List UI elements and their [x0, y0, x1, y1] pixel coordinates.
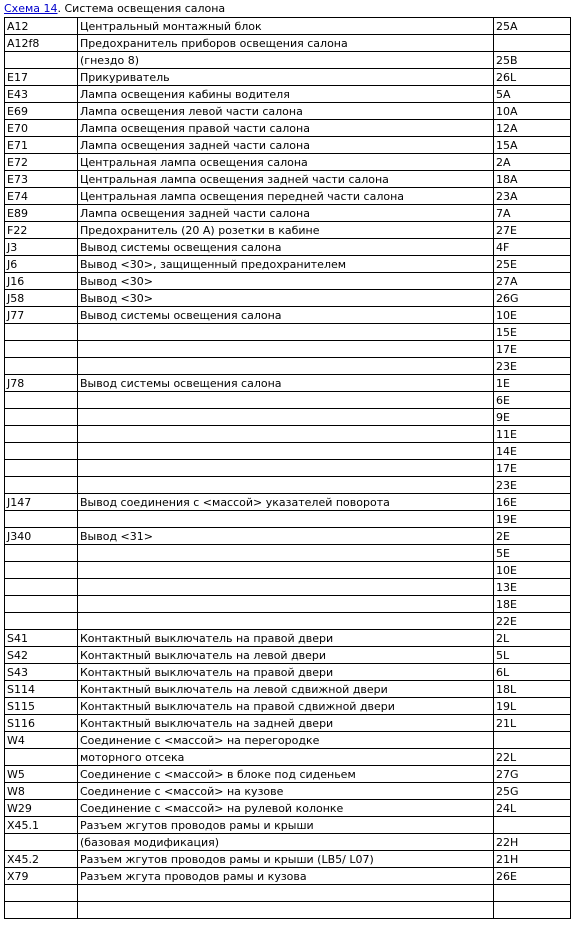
connector-pin: 2E: [494, 528, 571, 545]
component-description: [78, 613, 494, 630]
component-code: E70: [5, 120, 78, 137]
component-code: [5, 324, 78, 341]
connector-pin: 22L: [494, 749, 571, 766]
component-description: Разъем жгутов проводов рамы и крыши: [78, 817, 494, 834]
connector-pin: 10E: [494, 562, 571, 579]
table-row: [5, 766, 571, 783]
connector-pin: 5A: [494, 86, 571, 103]
connector-pin: 25A: [494, 18, 571, 35]
table-row: [5, 443, 571, 460]
component-description: Контактный выключатель на левой двери: [78, 647, 494, 664]
connector-pin: 1E: [494, 375, 571, 392]
component-description: [78, 426, 494, 443]
connector-pin: 27G: [494, 766, 571, 783]
component-description: Центральная лампа освещения задней части салона: [78, 171, 494, 188]
table-row: [5, 664, 571, 681]
component-code: A12: [5, 18, 78, 35]
component-description: Центральная лампа освещения передней части салона: [78, 188, 494, 205]
component-code: [5, 902, 78, 919]
table-row: [5, 188, 571, 205]
table-row: [5, 715, 571, 732]
component-code: J147: [5, 494, 78, 511]
component-code: S42: [5, 647, 78, 664]
component-code: J58: [5, 290, 78, 307]
component-code: [5, 545, 78, 562]
component-code: E74: [5, 188, 78, 205]
connector-pin: 11E: [494, 426, 571, 443]
table-row: [5, 103, 571, 120]
table-row: [5, 783, 571, 800]
component-description: [78, 477, 494, 494]
table-row: [5, 52, 571, 69]
connector-pin: 5E: [494, 545, 571, 562]
component-code: S116: [5, 715, 78, 732]
connector-pin: 13E: [494, 579, 571, 596]
component-description: моторного отсека: [78, 749, 494, 766]
component-code: [5, 613, 78, 630]
table-row: [5, 69, 571, 86]
connector-pin: 10E: [494, 307, 571, 324]
component-description: Соединение с <массой> на кузове: [78, 783, 494, 800]
components-table: [4, 17, 571, 919]
connector-pin: 15A: [494, 137, 571, 154]
connector-pin: [494, 732, 571, 749]
table-row: [5, 137, 571, 154]
component-description: (гнездо 8): [78, 52, 494, 69]
component-code: [5, 749, 78, 766]
connector-pin: 15E: [494, 324, 571, 341]
component-description: Контактный выключатель на правой двери: [78, 664, 494, 681]
component-code: X45.1: [5, 817, 78, 834]
table-row: [5, 902, 571, 919]
component-description: [78, 511, 494, 528]
component-description: Лампа освещения кабины водителя: [78, 86, 494, 103]
connector-pin: 27E: [494, 222, 571, 239]
component-description: [78, 341, 494, 358]
table-row: [5, 358, 571, 375]
connector-pin: 25E: [494, 256, 571, 273]
component-description: Центральная лампа освещения салона: [78, 154, 494, 171]
component-code: A12f8: [5, 35, 78, 52]
table-row: [5, 273, 571, 290]
component-description: Вывод <30>: [78, 273, 494, 290]
table-row: [5, 613, 571, 630]
connector-pin: 7A: [494, 205, 571, 222]
component-code: E17: [5, 69, 78, 86]
component-description: Вывод системы освещения салона: [78, 307, 494, 324]
table-row: [5, 18, 571, 35]
component-description: Лампа освещения задней части салона: [78, 137, 494, 154]
table-row: [5, 426, 571, 443]
component-code: [5, 52, 78, 69]
component-description: Прикуриватель: [78, 69, 494, 86]
table-row: [5, 307, 571, 324]
component-code: [5, 460, 78, 477]
connector-pin: 6E: [494, 392, 571, 409]
table-row: [5, 154, 571, 171]
component-code: E73: [5, 171, 78, 188]
component-description: Вывод соединения с <массой> указателей поворота: [78, 494, 494, 511]
connector-pin: 23E: [494, 358, 571, 375]
connector-pin: 17E: [494, 460, 571, 477]
component-description: Вывод системы освещения салона: [78, 375, 494, 392]
component-description: [78, 562, 494, 579]
component-code: E43: [5, 86, 78, 103]
table-row: [5, 375, 571, 392]
component-code: S115: [5, 698, 78, 715]
table-row: [5, 596, 571, 613]
component-code: E69: [5, 103, 78, 120]
connector-pin: [494, 35, 571, 52]
table-row: [5, 171, 571, 188]
component-code: [5, 426, 78, 443]
connector-pin: 4F: [494, 239, 571, 256]
component-code: S43: [5, 664, 78, 681]
table-row: [5, 35, 571, 52]
connector-pin: 21L: [494, 715, 571, 732]
component-description: Предохранитель (20 А) розетки в кабине: [78, 222, 494, 239]
schema-title: . Система освещения салона: [57, 2, 226, 15]
component-description: Вывод <31>: [78, 528, 494, 545]
table-row: [5, 86, 571, 103]
component-code: W4: [5, 732, 78, 749]
component-code: J78: [5, 375, 78, 392]
component-code: E71: [5, 137, 78, 154]
component-code: [5, 596, 78, 613]
component-code: E72: [5, 154, 78, 171]
connector-pin: [494, 885, 571, 902]
table-row: [5, 545, 571, 562]
component-description: Разъем жгута проводов рамы и кузова: [78, 868, 494, 885]
connector-pin: 19E: [494, 511, 571, 528]
table-row: [5, 885, 571, 902]
connector-pin: 26E: [494, 868, 571, 885]
component-description: [78, 392, 494, 409]
schema-link[interactable]: Схема 14: [4, 2, 58, 15]
component-code: [5, 834, 78, 851]
connector-pin: 25B: [494, 52, 571, 69]
component-description: Лампа освещения левой части салона: [78, 103, 494, 120]
component-code: [5, 358, 78, 375]
connector-pin: 2A: [494, 154, 571, 171]
table-row: [5, 120, 571, 137]
connector-pin: 12A: [494, 120, 571, 137]
connector-pin: 26G: [494, 290, 571, 307]
component-description: Вывод <30>: [78, 290, 494, 307]
table-row: [5, 732, 571, 749]
component-description: Предохранитель приборов освещения салона: [78, 35, 494, 52]
table-row: [5, 647, 571, 664]
connector-pin: 6L: [494, 664, 571, 681]
component-code: [5, 579, 78, 596]
table-row: [5, 341, 571, 358]
component-description: [78, 358, 494, 375]
connector-pin: 5L: [494, 647, 571, 664]
component-description: (базовая модификация): [78, 834, 494, 851]
table-row: [5, 324, 571, 341]
table-row: [5, 290, 571, 307]
component-code: [5, 443, 78, 460]
connector-pin: 23A: [494, 188, 571, 205]
component-description: Соединение с <массой> в блоке под сиденьем: [78, 766, 494, 783]
connector-pin: 25G: [494, 783, 571, 800]
table-row: [5, 749, 571, 766]
component-description: Вывод системы освещения салона: [78, 239, 494, 256]
component-description: Вывод <30>, защищенный предохранителем: [78, 256, 494, 273]
component-code: J3: [5, 239, 78, 256]
table-row: [5, 868, 571, 885]
table-row: [5, 630, 571, 647]
component-description: [78, 596, 494, 613]
table-row: [5, 409, 571, 426]
connector-pin: 2L: [494, 630, 571, 647]
connector-pin: [494, 817, 571, 834]
component-code: W5: [5, 766, 78, 783]
component-code: S41: [5, 630, 78, 647]
connector-pin: [494, 902, 571, 919]
connector-pin: 22H: [494, 834, 571, 851]
table-row: [5, 834, 571, 851]
component-code: [5, 885, 78, 902]
component-code: X79: [5, 868, 78, 885]
table-row: [5, 239, 571, 256]
table-row: [5, 460, 571, 477]
component-code: W29: [5, 800, 78, 817]
table-row: [5, 494, 571, 511]
table-row: [5, 817, 571, 834]
component-description: [78, 409, 494, 426]
table-row: [5, 222, 571, 239]
component-description: [78, 902, 494, 919]
connector-pin: 18A: [494, 171, 571, 188]
table-row: [5, 256, 571, 273]
component-description: [78, 443, 494, 460]
table-row: [5, 392, 571, 409]
component-code: F22: [5, 222, 78, 239]
component-code: J340: [5, 528, 78, 545]
connector-pin: 9E: [494, 409, 571, 426]
connector-pin: 21H: [494, 851, 571, 868]
component-description: [78, 885, 494, 902]
connector-pin: 10A: [494, 103, 571, 120]
component-description: [78, 460, 494, 477]
component-code: [5, 562, 78, 579]
component-description: Соединение с <массой> на перегородке: [78, 732, 494, 749]
connector-pin: 19L: [494, 698, 571, 715]
component-code: S114: [5, 681, 78, 698]
table-row: [5, 579, 571, 596]
component-code: E89: [5, 205, 78, 222]
component-code: W8: [5, 783, 78, 800]
component-description: Контактный выключатель на правой сдвижной двери: [78, 698, 494, 715]
connector-pin: 26L: [494, 69, 571, 86]
component-code: [5, 409, 78, 426]
table-row: [5, 477, 571, 494]
component-code: J77: [5, 307, 78, 324]
component-code: [5, 477, 78, 494]
component-description: Центральный монтажный блок: [78, 18, 494, 35]
component-code: [5, 341, 78, 358]
component-description: [78, 545, 494, 562]
connector-pin: 17E: [494, 341, 571, 358]
component-description: [78, 324, 494, 341]
table-row: [5, 528, 571, 545]
component-description: [78, 579, 494, 596]
table-row: [5, 562, 571, 579]
component-code: [5, 392, 78, 409]
connector-pin: 18E: [494, 596, 571, 613]
table-row: [5, 851, 571, 868]
component-code: J6: [5, 256, 78, 273]
table-row: [5, 511, 571, 528]
connector-pin: 16E: [494, 494, 571, 511]
component-code: [5, 511, 78, 528]
components-table-body: [5, 18, 571, 919]
component-description: Контактный выключатель на левой сдвижной двери: [78, 681, 494, 698]
component-description: Контактный выключатель на правой двери: [78, 630, 494, 647]
connector-pin: 24L: [494, 800, 571, 817]
connector-pin: 27A: [494, 273, 571, 290]
component-code: X45.2: [5, 851, 78, 868]
component-description: Соединение с <массой> на рулевой колонке: [78, 800, 494, 817]
table-row: [5, 205, 571, 222]
schema-caption: [4, 1, 225, 17]
connector-pin: 23E: [494, 477, 571, 494]
connector-pin: 22E: [494, 613, 571, 630]
connector-pin: 14E: [494, 443, 571, 460]
table-row: [5, 698, 571, 715]
table-row: [5, 800, 571, 817]
component-description: Разъем жгутов проводов рамы и крыши (LB5/ L07): [78, 851, 494, 868]
table-row: [5, 681, 571, 698]
component-description: Контактный выключатель на задней двери: [78, 715, 494, 732]
component-description: Лампа освещения правой части салона: [78, 120, 494, 137]
connector-pin: 18L: [494, 681, 571, 698]
component-description: Лампа освещения задней части салона: [78, 205, 494, 222]
component-code: J16: [5, 273, 78, 290]
